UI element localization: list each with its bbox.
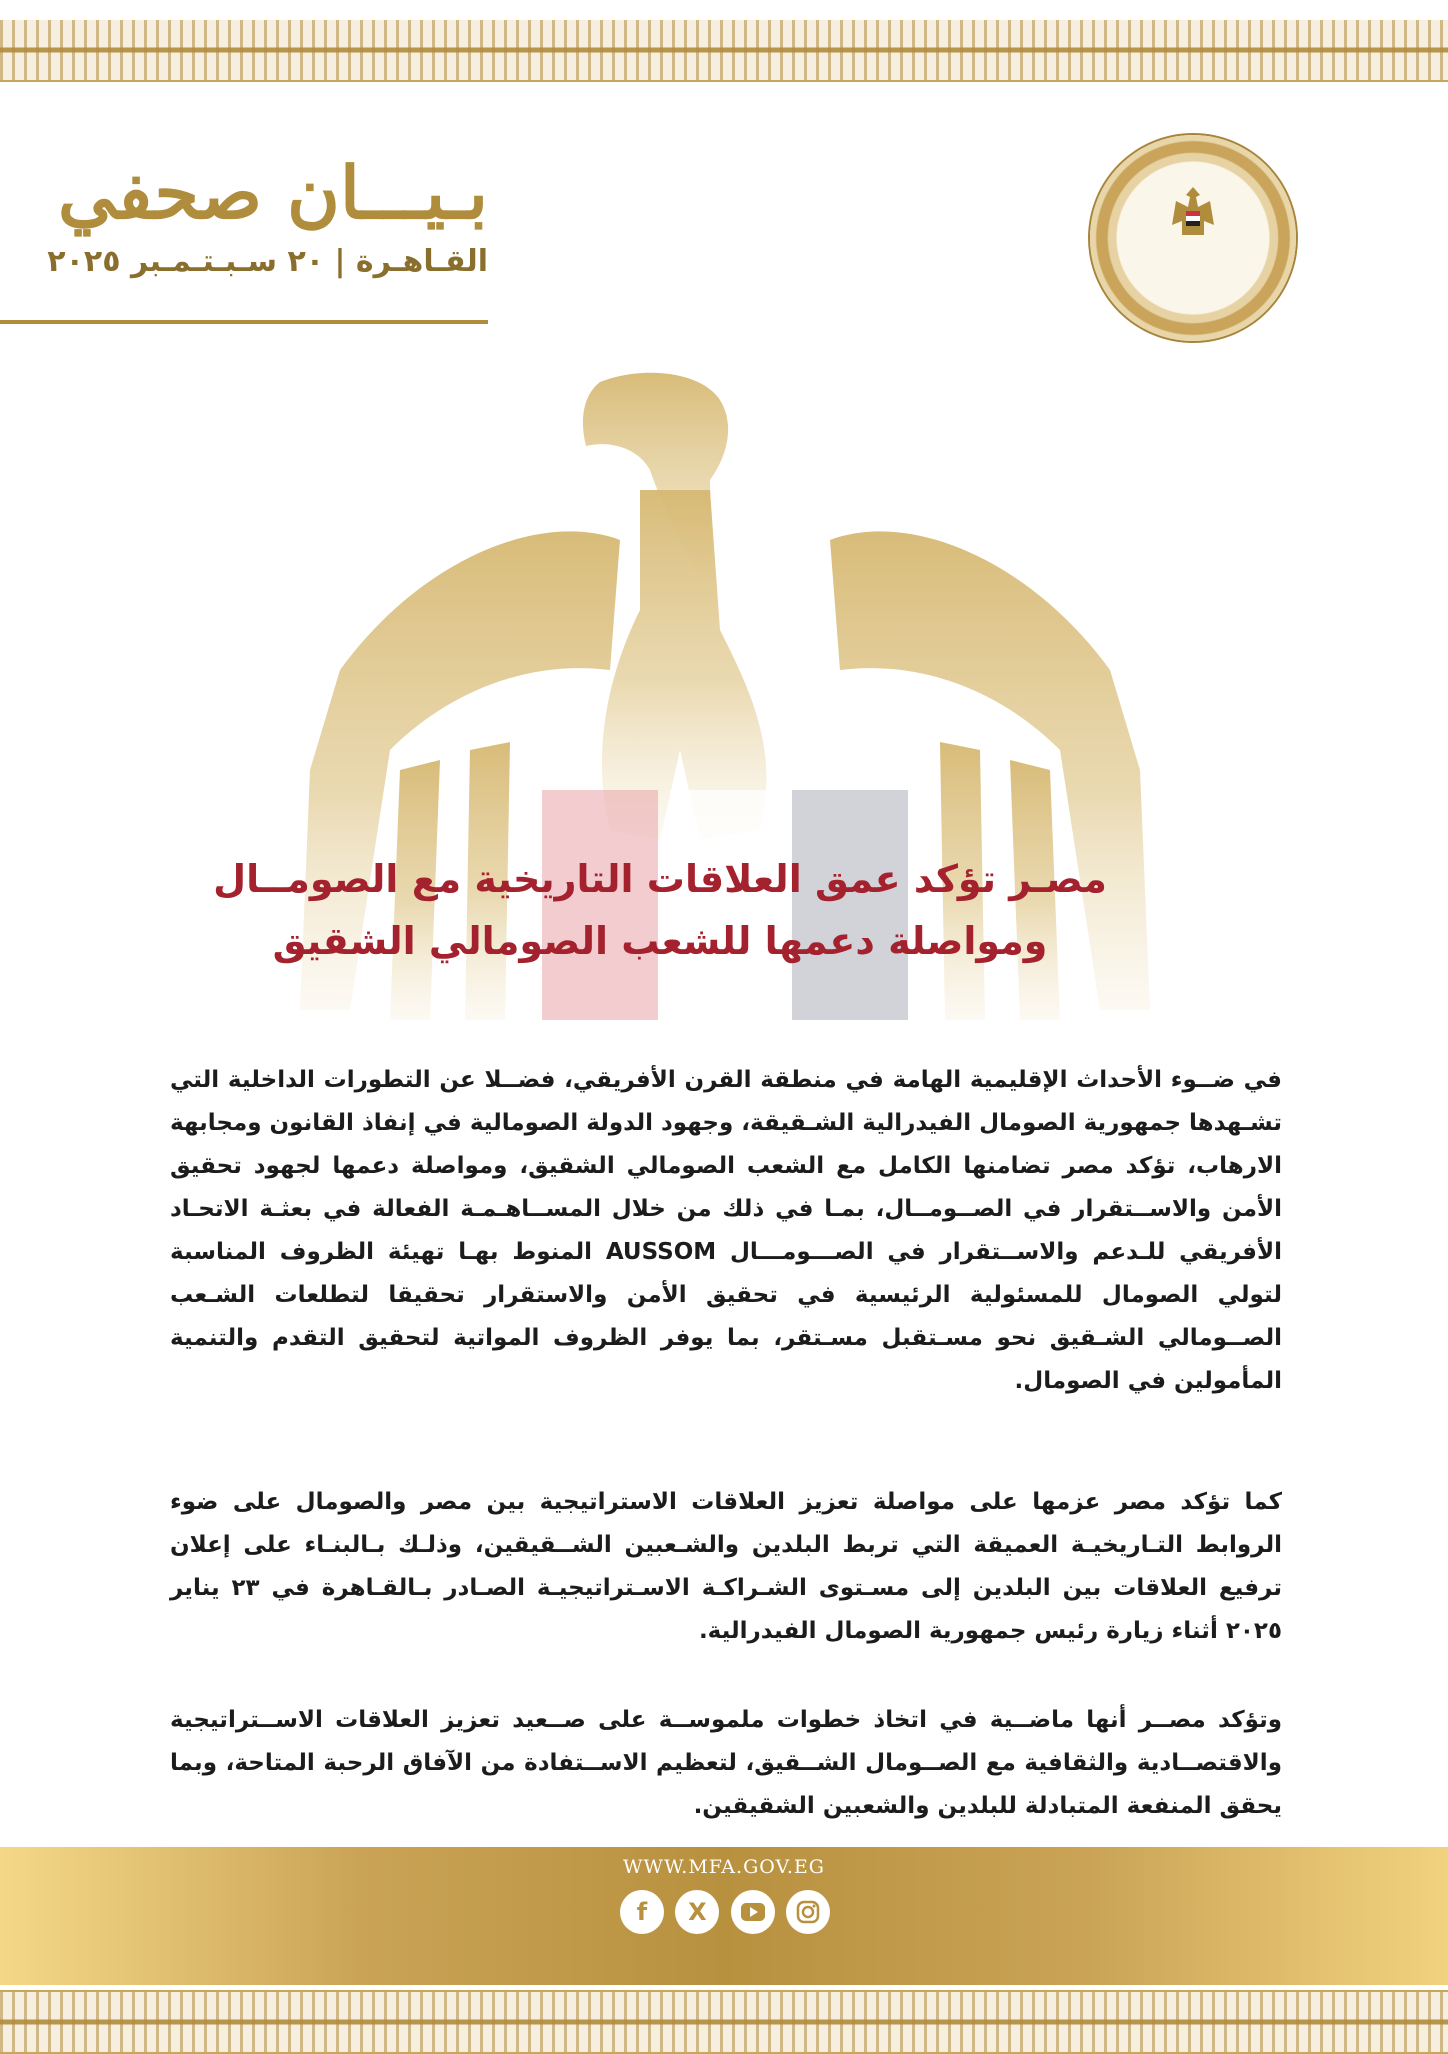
top-decorative-border (0, 20, 1448, 82)
page-title: بـيـــان صحفي (57, 150, 488, 235)
headline-line-1: مصـر تؤكد عمق العلاقات التاريخية مع الصومــال (213, 857, 1107, 901)
body-paragraph-2: كما تؤكد مصر عزمها على مواصلة تعزيز العلاقات الاستراتيجية بين مصر والصومال على ضوء الروابط التـاريخيـة العميقة التي تربط البلدين والشـعبين الشــقيقين، وذلـك بـالبنـاء على إعلان ترفيع العلاقات بين البلدين إلى مسـتوى الشـراكـة الاسـتراتيجيـة الصـادر بـالقـاهرة في ٢٣ يناير ٢٠٢٥ أثناء زيارة رئيس جمهورية الصومال الفيدرالية. (170, 1489, 1282, 1644)
bottom-decorative-border (0, 1990, 1448, 2054)
x-icon[interactable]: X (675, 1890, 719, 1934)
body-paragraph-1: في ضــوء الأحداث الإقليمية الهامة في منطقة القرن الأفريقي، فضــلا عن التطورات الداخلية التي تشـهدها جمهورية الصومال الفيدرالية الشـقيقة، وجهود الدولة الصومالية في إنفاذ القانون ومجابهة الارهاب، تؤكد مصر تضامنها الكامل مع الشعب الصومالي الشقيق، ومواصلة دعمها لجهود تحقيق الأمن والاســتقرار في الصــومــال، بمـا في ذلك من خلال المســاهـمـة الفعالة في بعثـة الاتحـاد الأفريقي للـدعم والاســتقرار في الصـــومـــال AUSSOM المنوط بهـا تهيئة الظروف المناسبة لتولي الصومال للمسئولية الرئيسية في تحقيق الأمن والاستقرار تحقيقا لتطلعات الشـعب الصــومالي الشـقيق نحو مسـتقبل مسـتقر، بما يوفر الظروف المواتية لتحقيق التقدم والتنمية المأمولين في الصومال. (170, 1067, 1283, 1394)
social-links (620, 1890, 830, 1940)
header-divider (0, 320, 488, 324)
youtube-play-glyph (741, 1903, 765, 1921)
facebook-icon[interactable]: f (620, 1890, 664, 1934)
headline (160, 848, 1160, 972)
instagram-camera-glyph (796, 1900, 820, 1924)
dateline: القـاهـرة | ٢٠ سـبـتـمـبر ٢٠٢٥ (47, 244, 488, 279)
body-paragraph-3: وتؤكد مصــر أنها ماضــية في اتخاذ خطوات ملموســة على صــعيد تعزيز العلاقات الاســتراتيجية والاقتصــادية والثقافية مع الصــومال الشــقيق، لتعظيم الاســتفادة من الآفاق الرحبة المتاحة، وبما يحقق المنفعة المتبادلة للبلدين والشعبين الشقيقين. (170, 1707, 1282, 1819)
youtube-icon[interactable] (731, 1890, 775, 1934)
ministry-seal-logo (1090, 135, 1296, 341)
eagle-emblem-icon (1090, 135, 1296, 341)
headline-line-2: ومواصلة دعمها للشعب الصومالي الشقيق (272, 919, 1048, 963)
instagram-icon[interactable] (786, 1890, 830, 1934)
website-link[interactable]: WWW.MFA.GOV.EG (623, 1856, 825, 1878)
